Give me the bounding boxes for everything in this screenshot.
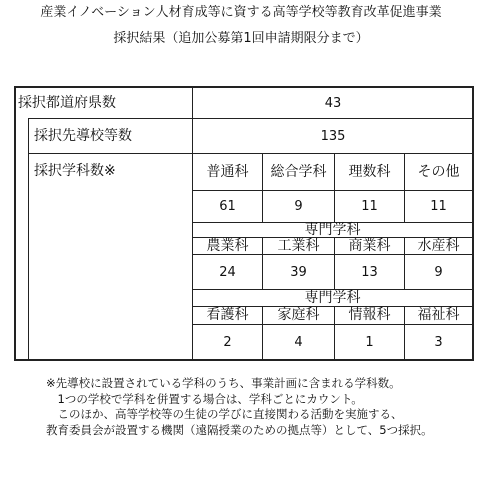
header-science: 理数科 (348, 163, 391, 180)
header-agriculture: 農業科 (206, 237, 249, 254)
footnote-line-3: このほか、高等学校等の生徒の学びに直接関わる活動を実施する、 (46, 407, 403, 421)
value-commerce: 13 (361, 264, 378, 280)
page-title: 産業イノベーション人材育成等に資する高等学校等教育改革促進事業 (40, 5, 442, 20)
value-general: 61 (219, 199, 236, 214)
header-general: 普通科 (206, 163, 249, 180)
footnote-line-1: ※先導校に設置されている学科のうち、事業計画に含まれる学科数。 (46, 376, 401, 390)
value-welfare: 3 (434, 334, 443, 350)
prefecture-count-label: 採択都道府県数 (18, 94, 116, 111)
footnotes (46, 376, 433, 438)
header-home-economics: 家庭科 (277, 307, 320, 323)
footnote-line-2: 1つの学校で学科を併置する場合は、学科ごとにカウント。 (46, 391, 363, 406)
header-welfare: 福祉科 (417, 307, 460, 323)
header-fisheries: 水産科 (417, 237, 460, 254)
header-other: その他 (417, 163, 460, 180)
page-subtitle: 採択結果（追加公募第1回申請期限分まで） (113, 31, 369, 46)
value-industry: 39 (290, 264, 307, 280)
value-home-economics: 4 (294, 334, 303, 350)
value-integrated: 9 (294, 199, 303, 214)
school-count-value: 135 (320, 128, 346, 144)
header-commerce: 商業科 (348, 237, 391, 254)
footnote-line-4: 教育委員会が設置する機関（遠隔授業のための拠点等）として、5つ採択。 (46, 422, 433, 437)
value-agriculture: 24 (219, 264, 236, 280)
specialized-subjects-title-2: 専門学科 (304, 289, 361, 306)
value-other: 11 (430, 199, 447, 214)
value-nursing: 2 (223, 334, 232, 350)
value-science: 11 (361, 199, 378, 214)
header-integrated: 総合学科 (270, 163, 327, 180)
specialized-subjects-title: 専門学科 (304, 221, 361, 238)
header-industry: 工業科 (277, 237, 320, 254)
value-information: 1 (365, 334, 374, 350)
subject-count-label: 採択学科数※ (34, 162, 116, 179)
prefecture-count-value: 43 (324, 95, 342, 111)
header-information: 情報科 (348, 307, 391, 323)
school-count-label: 採択先導校等数 (34, 127, 132, 144)
value-fisheries: 9 (434, 264, 443, 280)
results-table (14, 86, 474, 361)
header-nursing: 看護科 (206, 307, 249, 323)
